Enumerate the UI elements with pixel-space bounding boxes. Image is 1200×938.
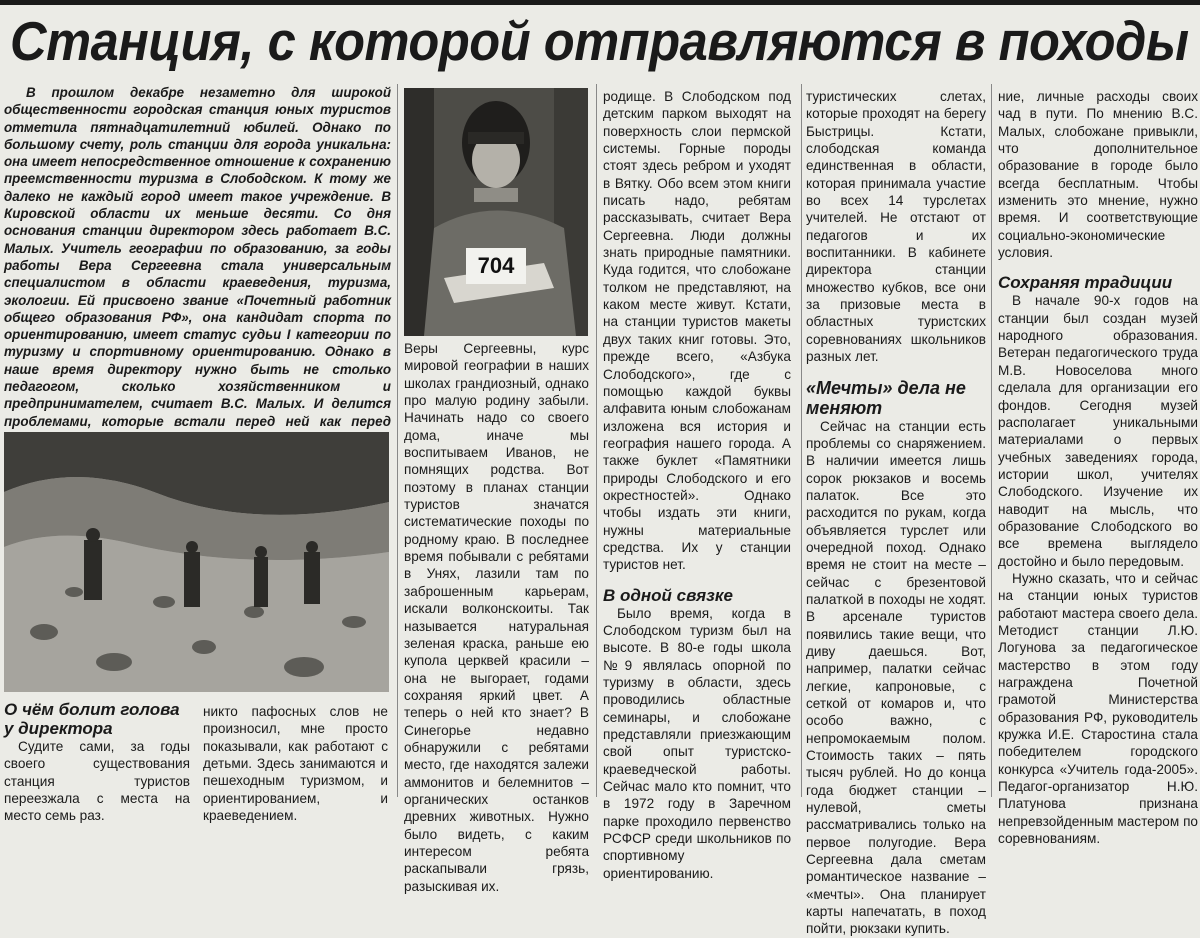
paragraph: Веры Сергеевны, курс мировой географии в наших школах грандиозный, однако про малую родину забыли. Начинать надо со своего дома, иначе мы воспитываем Иванов, не помнящих родства. Вот поэтому в планах станции туристов значатся систематические походы по родному краю. В последнее время побывали с ребятами в Унях, лазили там по заброшенным карьерам, искали волконскоиты. Так называется натуральная зеленая краска, раньше ею купола церквей красили – она не выгорает, годами сохраняя яркий цвет. А теперь о ней кто знает? В Синегорье недавно обнаружили с ребятами место, где находятся залежи аммонитов и белемнитов – органических останков древних животных. Нужно было видеть, с каким интересом ребята раскапывали грязь, разыскивая их. (404, 341, 589, 894)
section-heading-dreams: «Мечты» дела не меняют (806, 377, 966, 418)
lead-paragraph (4, 84, 391, 429)
column-rule (991, 84, 992, 797)
column-rule (397, 84, 398, 797)
paragraph: Судите сами, за годы своего существования станция туристов переезжала с места на место семь раз. (4, 739, 190, 824)
paragraph: В начале 90-х годов на станции был создан музей народного образования. Ветеран педагогического труда М.В. Новоселова много сделала для организации его фондов. Сегодня музей располагает уникальными материалами о первых учебных заведениях города, истории школ, учителях Слободского. Изучение их наводит на мысль, что образование Слободского во все времена выглядело достойно и было передовым. (998, 293, 1198, 569)
photo-girl-drawing (404, 88, 588, 336)
column-2-bottom (203, 703, 388, 824)
section-heading-traditions: Сохраняя традиции (998, 273, 1173, 293)
paragraph: ние, личные расходы своих чад в пути. По мнению В.С. Малых, слобожане привыкли, что дополнительное образование в городе было всегда бесплатным. Чтобы изменить это мнение, нужно время. И соответствующие социально-экономические условия. (998, 89, 1198, 261)
photo-hikers-on-slope (4, 432, 389, 692)
page-title: Станция, с которой отправляются в походы (10, 10, 1189, 72)
section-heading-in-one-bunch: В одной связке (603, 585, 733, 605)
column-5 (998, 88, 1198, 847)
photo-hikers-drawing (4, 432, 389, 692)
paragraph: Сейчас на станции есть проблемы со снаряжением. В наличии имеется лишь сорок рюкзаков и восемь палаток. Все это расходится по рукам, когда объявляется турслет или очередной поход. Однако время не стоит на месте – сейчас с брезентовой палаткой в походы не ходят. В арсенале туристов появились такие вещи, что диву даешься. Вот, например, палатки сейчас легкие, капроновые, с сеткой от комаров и, что особо важно, с непромокаемым полом. Стоимость таких – пять тысяч рублей. Но до конца года бюджет станции – нулевой, сметы рассматривались только на первое полугодие. Вера Сергеевна дала сметам романтическое название – «мечты». Она планирует карты напечатать, в поход пойти, рюкзаки купить. (806, 418, 986, 937)
paragraph: родище. В Слободском под детским парком выходят на поверхность слои пермской системы. Горные породы стоят здесь ребром и уходят в Вятку. Обо всем этом книги писать надо, ребятам рассказывать, считает Вера Сергеевна. Люди должны знать природные памятники. Куда годится, что слобожане толком не представляют, на каком месте живут. Кстати, на станции туристов макеты двух таких книг готовы. Это, прежде всего, «Азбука Слободского», где с помощью каждой буквы алфавита юным слобожанам изложена вся история и география нашего города. А также буклет «Памятники природы Слободского и его окрестностей». Однако чтобы издать эти книги, нужны материальные средства. Их у станции туристов нет. (603, 89, 791, 573)
column-2 (404, 340, 589, 894)
column-3 (603, 88, 791, 881)
column-1-bottom (4, 700, 190, 824)
column-rule (801, 84, 802, 797)
lead-text: В прошлом декабре незаметно для широкой общественности городская станция юных туристов отметила пятнадцатилетний юбилей. Однако по большому счету, роль станции для города уникальна: она имеет непосредственное отношение к сохранению преемственности туризма в Слободском. К тому же далеко не каждый город имеет такое учреждение. В Кировской области их меньше десяти. Со дня основания станции директором здесь работает В.С. Малых. Учитель географии по образованию, за годы работы Вера Сергеевна стала универсальным специалистом в области краеведения, туризма, экологии. Ей присвоено звание «Почетный работник общего образования РФ», она кандидат спорта по ориентированию, имеет статус судьи I категории по туризму и спортивному ориентированию. Однако в наше время директору нужно быть не столько педагогом, сколько хозяйственником и предпринимателем, считает В.С. Малых. И делится проблемами, которые встали перед ней как перед (4, 85, 391, 429)
column-4 (806, 88, 986, 937)
column-rule (596, 84, 597, 797)
section-heading-director: О чём болит голова у директора (4, 700, 180, 738)
paragraph: туристических слетах, которые проходят на берегу Быстрицы. Кстати, слободская команда единственная в области, которая принимала участие во всех 14 турслетах учителей. Не отстают от педагогов и их воспитанники. В кабинете директора станции множество кубков, все они за призовые места в областных туристских соревнованиях школьников разных лет. (806, 89, 986, 365)
photo-girl-with-bib (404, 88, 588, 336)
paragraph: Было время, когда в Слободском туризм был на высоте. В 80-е годы школа №9 являлась опорной по туризму в области, здесь проводились областные семинары, и слобожане представляли приезжающим свой опыт туристско-краеведческой работы. Сейчас мало кто помнит, что в 1972 году в Заречном парке проходило первенство РСФСР среди школьников по спортивному ориентированию. (603, 605, 791, 881)
paragraph: никто пафосных слов не произносил, мне просто показывали, как работают с детьми. Здесь занимаются и пешеходным туризмом, и ориентированием, и краеведением. (203, 704, 388, 824)
race-bib-number: 704 (466, 248, 526, 284)
paragraph: Нужно сказать, что и сейчас на станции юных туристов работают мастера своего дела. Методист станции Л.Ю. Логунова за педагогическое мастерство в этом году награждена Почетной грамотой Министерства образования РФ, руководитель кружка И.Е. Старостина стала победителем городского конкурса «Учитель года-2005». Педагог-организатор Н.Ю. Платунова признана непревзойденным мастером по соревнованиям. (998, 570, 1198, 847)
